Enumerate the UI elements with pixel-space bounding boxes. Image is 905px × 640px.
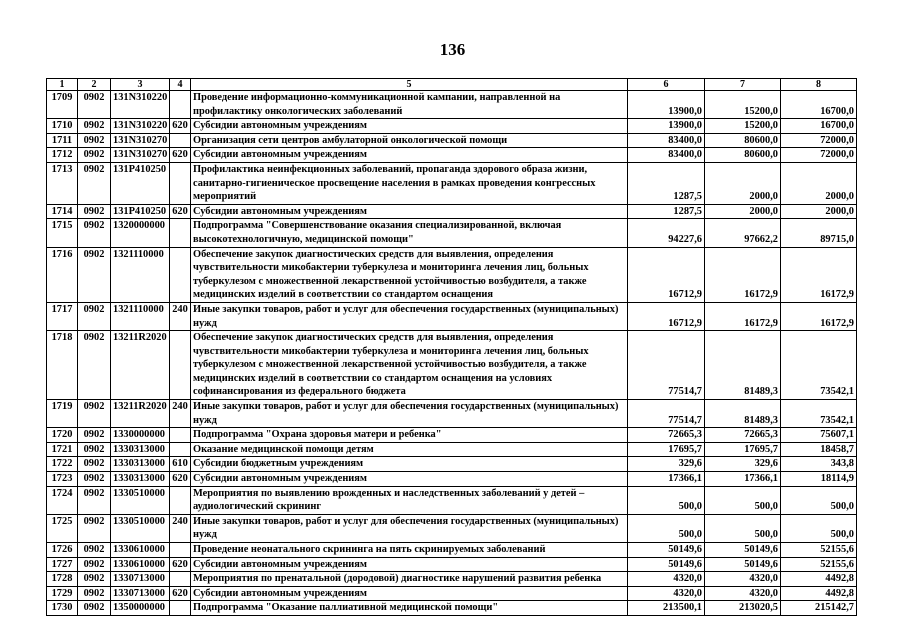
amount-cell: 329,6 [628,457,705,472]
amount-cell: 52155,6 [781,557,857,572]
amount-cell: 17366,1 [705,472,781,487]
amount-cell: 329,6 [705,457,781,472]
page-number: 136 [439,40,466,59]
description-cell: Обеспечение закупок диагностических средств для выявления, определения чувствительности микобактерии туберкулеза и мониторинга лечения лиц, больных туберкулезом с множественной лекарственной устойчивостью возбудителя, а также медицинских изделий в соответствии со стандартом оснащения на условиях софинансирования из федерального бюджета [191,331,628,400]
amount-cell: 16172,9 [705,302,781,330]
row-number-cell: 1730 [47,601,78,616]
description-cell: Субсидии автономным учреждениям [191,204,628,219]
expense-type-cell: 240 [170,400,191,428]
table-row [47,586,857,601]
amount-cell: 83400,0 [628,133,705,148]
table-row [47,514,857,542]
table-row [47,302,857,330]
amount-cell: 2000,0 [781,204,857,219]
target-article-cell: 1330610000 [111,543,170,558]
description-cell: Субсидии автономным учреждениям [191,586,628,601]
description-cell: Субсидии автономным учреждениям [191,119,628,134]
amount-cell: 52155,6 [781,543,857,558]
row-number-cell: 1715 [47,219,78,247]
row-number-cell: 1717 [47,302,78,330]
section-code-cell: 0902 [78,302,111,330]
table-row [47,428,857,443]
amount-cell: 4320,0 [628,572,705,587]
expense-type-cell [170,162,191,204]
expense-type-cell: 240 [170,302,191,330]
amount-cell: 13900,0 [628,119,705,134]
budget-table [46,78,857,616]
amount-cell: 80600,0 [705,148,781,163]
amount-cell: 17695,7 [628,442,705,457]
amount-cell: 50149,6 [705,557,781,572]
target-article-cell: 1330313000 [111,442,170,457]
section-code-cell: 0902 [78,133,111,148]
amount-cell: 72665,3 [628,428,705,443]
table-row [47,400,857,428]
amount-cell: 343,8 [781,457,857,472]
header-cell: 6 [628,79,705,91]
amount-cell: 16700,0 [781,119,857,134]
description-cell: Подпрограмма "Оказание паллиативной медицинской помощи" [191,601,628,616]
target-article-cell: 1330000000 [111,428,170,443]
table-row [47,543,857,558]
amount-cell: 16712,9 [628,302,705,330]
amount-cell: 15200,0 [705,119,781,134]
section-code-cell: 0902 [78,400,111,428]
expense-type-cell [170,133,191,148]
description-cell: Иные закупки товаров, работ и услуг для обеспечения государственных (муниципальных) нужд [191,302,628,330]
expense-type-cell: 620 [170,557,191,572]
row-number-cell: 1719 [47,400,78,428]
amount-cell: 500,0 [628,486,705,514]
amount-cell: 16712,9 [628,247,705,302]
amount-cell: 50149,6 [628,543,705,558]
expense-type-cell: 620 [170,586,191,601]
section-code-cell: 0902 [78,204,111,219]
amount-cell: 73542,1 [781,331,857,400]
description-cell: Подпрограмма "Совершенствование оказания специализированной, включая высокотехнологичную, медицинской помощи" [191,219,628,247]
amount-cell: 2000,0 [705,162,781,204]
amount-cell: 75607,1 [781,428,857,443]
table-row [47,133,857,148]
row-number-cell: 1727 [47,557,78,572]
table-row [47,472,857,487]
table-row [47,486,857,514]
section-code-cell: 0902 [78,162,111,204]
row-number-cell: 1728 [47,572,78,587]
target-article-cell: 131P410250 [111,204,170,219]
expense-type-cell: 620 [170,119,191,134]
row-number-cell: 1729 [47,586,78,601]
expense-type-cell: 240 [170,514,191,542]
amount-cell: 83400,0 [628,148,705,163]
row-number-cell: 1724 [47,486,78,514]
amount-cell: 500,0 [705,514,781,542]
target-article-cell: 1330313000 [111,457,170,472]
section-code-cell: 0902 [78,428,111,443]
amount-cell: 81489,3 [705,331,781,400]
row-number-cell: 1711 [47,133,78,148]
expense-type-cell [170,486,191,514]
section-code-cell: 0902 [78,331,111,400]
amount-cell: 500,0 [705,486,781,514]
amount-cell: 16172,9 [705,247,781,302]
amount-cell: 215142,7 [781,601,857,616]
section-code-cell: 0902 [78,119,111,134]
amount-cell: 4320,0 [705,586,781,601]
amount-cell: 18114,9 [781,472,857,487]
section-code-cell: 0902 [78,486,111,514]
table-row [47,247,857,302]
expense-type-cell [170,572,191,587]
amount-cell: 500,0 [628,514,705,542]
description-cell: Проведение информационно-коммуникационной кампании, направленной на профилактику онкологических заболеваний [191,91,628,119]
header-cell: 5 [191,79,628,91]
table-row [47,331,857,400]
expense-type-cell [170,219,191,247]
amount-cell: 4492,8 [781,586,857,601]
section-code-cell: 0902 [78,514,111,542]
target-article-cell: 13211R2020 [111,400,170,428]
description-cell: Субсидии автономным учреждениям [191,557,628,572]
section-code-cell: 0902 [78,572,111,587]
expense-type-cell: 620 [170,148,191,163]
expense-type-cell [170,331,191,400]
header-cell: 7 [705,79,781,91]
amount-cell: 81489,3 [705,400,781,428]
description-cell: Субсидии автономным учреждениям [191,148,628,163]
target-article-cell: 1350000000 [111,601,170,616]
description-cell: Подпрограмма "Охрана здоровья матери и ребенка" [191,428,628,443]
target-article-cell: 1330510000 [111,486,170,514]
expense-type-cell [170,247,191,302]
expense-type-cell [170,428,191,443]
target-article-cell: 1330610000 [111,557,170,572]
amount-cell: 16700,0 [781,91,857,119]
row-number-cell: 1722 [47,457,78,472]
target-article-cell: 1320000000 [111,219,170,247]
table-row [47,162,857,204]
row-number-cell: 1710 [47,119,78,134]
description-cell: Оказание медицинской помощи детям [191,442,628,457]
header-cell: 8 [781,79,857,91]
row-number-cell: 1716 [47,247,78,302]
amount-cell: 94227,6 [628,219,705,247]
description-cell: Проведение неонатального скрининга на пять скринируемых заболеваний [191,543,628,558]
target-article-cell: 131N310270 [111,133,170,148]
row-number-cell: 1723 [47,472,78,487]
table-row [47,219,857,247]
header-cell: 2 [78,79,111,91]
amount-cell: 73542,1 [781,400,857,428]
target-article-cell: 1330713000 [111,572,170,587]
amount-cell: 213500,1 [628,601,705,616]
expense-type-cell [170,442,191,457]
description-cell: Обеспечение закупок диагностических средств для выявления, определения чувствительности микобактерии туберкулеза и мониторинга лечения лиц, больных туберкулезом с множественной лекарственной устойчивостью возбудителя, а также медицинских изделий в соответствии со стандартом оснащения [191,247,628,302]
amount-cell: 97662,2 [705,219,781,247]
expense-type-cell: 610 [170,457,191,472]
row-number-cell: 1718 [47,331,78,400]
header-cell: 1 [47,79,78,91]
target-article-cell: 1321110000 [111,302,170,330]
row-number-cell: 1713 [47,162,78,204]
amount-cell: 16172,9 [781,302,857,330]
target-article-cell: 13211R2020 [111,331,170,400]
target-article-cell: 1330313000 [111,472,170,487]
target-article-cell: 1330510000 [111,514,170,542]
amount-cell: 13900,0 [628,91,705,119]
expense-type-cell [170,91,191,119]
amount-cell: 4320,0 [705,572,781,587]
table-row [47,457,857,472]
section-code-cell: 0902 [78,601,111,616]
description-cell: Организация сети центров амбулаторной онкологической помощи [191,133,628,148]
amount-cell: 213020,5 [705,601,781,616]
expense-type-cell: 620 [170,204,191,219]
amount-cell: 72000,0 [781,148,857,163]
amount-cell: 17695,7 [705,442,781,457]
target-article-cell: 1330713000 [111,586,170,601]
description-cell: Профилактика неинфекционных заболеваний, пропаганда здорового образа жизни, санитарно-гигиеническое просвещение населения в рамках проведения конгрессных мероприятий [191,162,628,204]
amount-cell: 500,0 [781,486,857,514]
amount-cell: 50149,6 [705,543,781,558]
table-row [47,601,857,616]
amount-cell: 1287,5 [628,204,705,219]
description-cell: Иные закупки товаров, работ и услуг для обеспечения государственных (муниципальных) нужд [191,400,628,428]
table-row [47,119,857,134]
amount-cell: 77514,7 [628,400,705,428]
row-number-cell: 1720 [47,428,78,443]
amount-cell: 89715,0 [781,219,857,247]
target-article-cell: 1321110000 [111,247,170,302]
table-row [47,91,857,119]
row-number-cell: 1726 [47,543,78,558]
row-number-cell: 1712 [47,148,78,163]
section-code-cell: 0902 [78,91,111,119]
amount-cell: 72665,3 [705,428,781,443]
description-cell: Субсидии бюджетным учреждениям [191,457,628,472]
amount-cell: 4492,8 [781,572,857,587]
section-code-cell: 0902 [78,457,111,472]
table-row [47,148,857,163]
target-article-cell: 131P410250 [111,162,170,204]
amount-cell: 16172,9 [781,247,857,302]
section-code-cell: 0902 [78,557,111,572]
amount-cell: 500,0 [781,514,857,542]
amount-cell: 15200,0 [705,91,781,119]
description-cell: Мероприятия по пренатальной (дородовой) диагностике нарушений развития ребенка [191,572,628,587]
row-number-cell: 1725 [47,514,78,542]
amount-cell: 2000,0 [705,204,781,219]
header-cell: 3 [111,79,170,91]
row-number-cell: 1709 [47,91,78,119]
section-code-cell: 0902 [78,543,111,558]
expense-type-cell [170,601,191,616]
description-cell: Мероприятия по выявлению врожденных и наследственных заболеваний у детей – аудиологический скрининг [191,486,628,514]
header-cell: 4 [170,79,191,91]
amount-cell: 1287,5 [628,162,705,204]
row-number-cell: 1721 [47,442,78,457]
row-number-cell: 1714 [47,204,78,219]
amount-cell: 50149,6 [628,557,705,572]
amount-cell: 77514,7 [628,331,705,400]
target-article-cell: 131N310220 [111,91,170,119]
table-row [47,557,857,572]
amount-cell: 18458,7 [781,442,857,457]
description-cell: Иные закупки товаров, работ и услуг для обеспечения государственных (муниципальных) нужд [191,514,628,542]
table-row [47,204,857,219]
table-row [47,442,857,457]
section-code-cell: 0902 [78,148,111,163]
section-code-cell: 0902 [78,247,111,302]
amount-cell: 72000,0 [781,133,857,148]
amount-cell: 17366,1 [628,472,705,487]
section-code-cell: 0902 [78,586,111,601]
target-article-cell: 131N310220 [111,119,170,134]
header-row [47,79,857,91]
expense-type-cell: 620 [170,472,191,487]
expense-type-cell [170,543,191,558]
description-cell: Субсидии автономным учреждениям [191,472,628,487]
amount-cell: 80600,0 [705,133,781,148]
amount-cell: 4320,0 [628,586,705,601]
section-code-cell: 0902 [78,219,111,247]
section-code-cell: 0902 [78,442,111,457]
section-code-cell: 0902 [78,472,111,487]
amount-cell: 2000,0 [781,162,857,204]
target-article-cell: 131N310270 [111,148,170,163]
table-row [47,572,857,587]
